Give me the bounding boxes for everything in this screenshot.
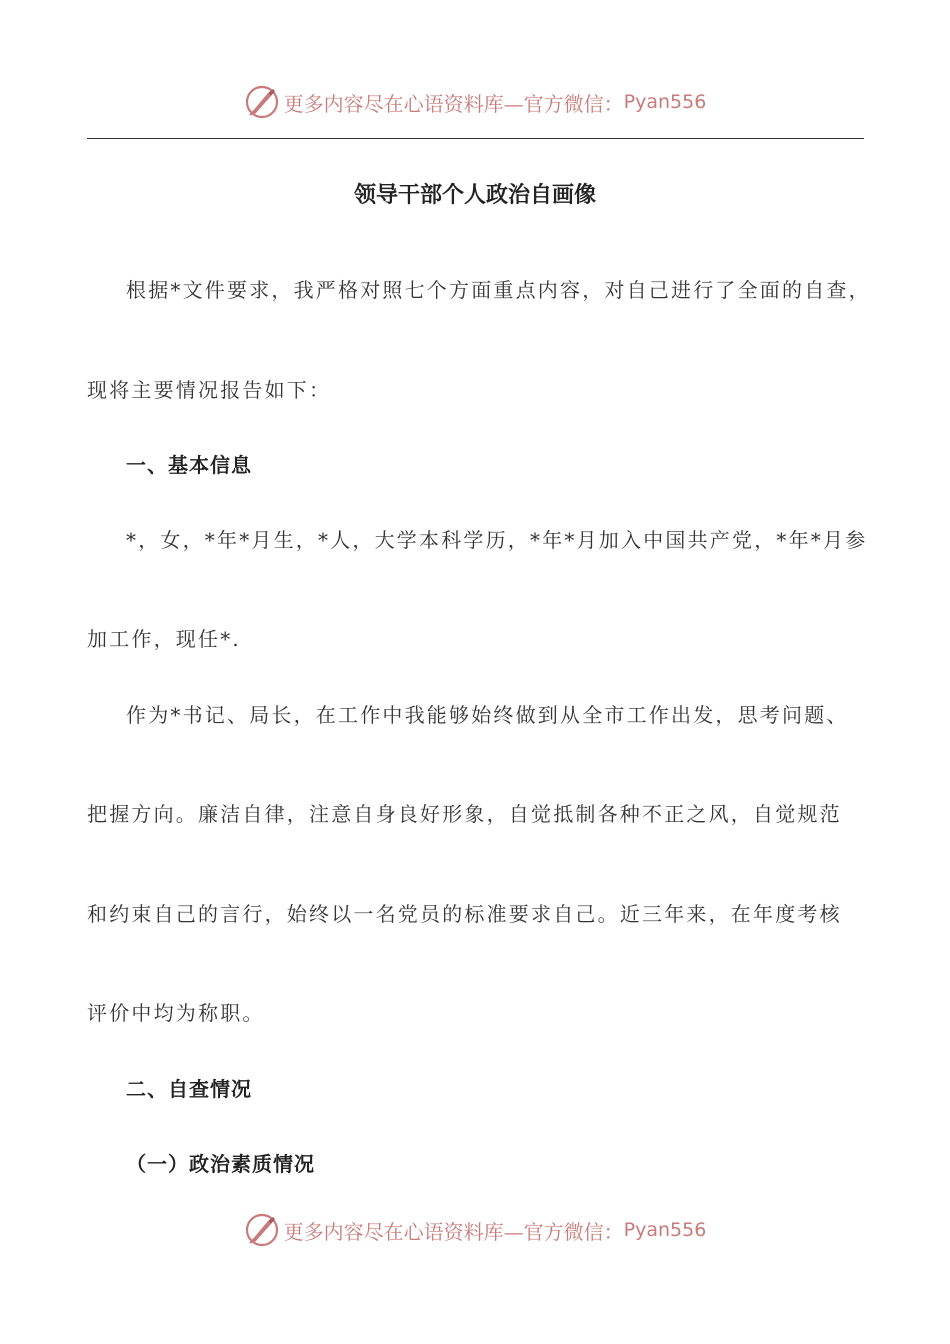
paragraph-line: *，女，*年*月生，*人，大学本科学历，*年*月加入中国共产党，*年*月参	[126, 528, 868, 552]
section-heading: 一、基本信息	[126, 453, 252, 477]
footer-banner	[0, 1210, 950, 1250]
paragraph-line: 评价中均为称职。	[87, 1001, 265, 1025]
banner-wechat-id: Pyan556	[623, 1219, 707, 1241]
header-banner	[0, 82, 950, 122]
banner-slogan: 更多内容尽在心语资料库—官方微信：	[283, 1219, 624, 1244]
paragraph-line: 和约束自己的言行，始终以一名党员的标准要求自己。近三年来，在年度考核	[87, 902, 842, 926]
paragraph-line: 加工作，现任*.	[87, 627, 241, 651]
paragraph-line: 作为*书记、局长，在工作中我能够始终做到从全市工作出发，思考问题、	[126, 703, 849, 727]
banner-slogan: 更多内容尽在心语资料库—官方微信：	[283, 91, 624, 116]
document-title: 领导干部个人政治自画像	[353, 183, 596, 208]
paragraph-line: 把握方向。廉洁自律，注意自身良好形象，自觉抵制各种不正之风，自觉规范	[87, 802, 842, 826]
header-divider	[87, 138, 864, 139]
paragraph-line: 现将主要情况报告如下：	[87, 378, 332, 402]
quill-logo-icon	[244, 84, 280, 120]
section-heading: 二、自查情况	[126, 1077, 252, 1101]
paragraph-line: 根据*文件要求，我严格对照七个方面重点内容，对自己进行了全面的自查，	[126, 278, 871, 302]
quill-logo-icon	[244, 1212, 280, 1248]
subsection-heading: （一）政治素质情况	[126, 1152, 315, 1176]
banner-wechat-id: Pyan556	[623, 91, 707, 113]
